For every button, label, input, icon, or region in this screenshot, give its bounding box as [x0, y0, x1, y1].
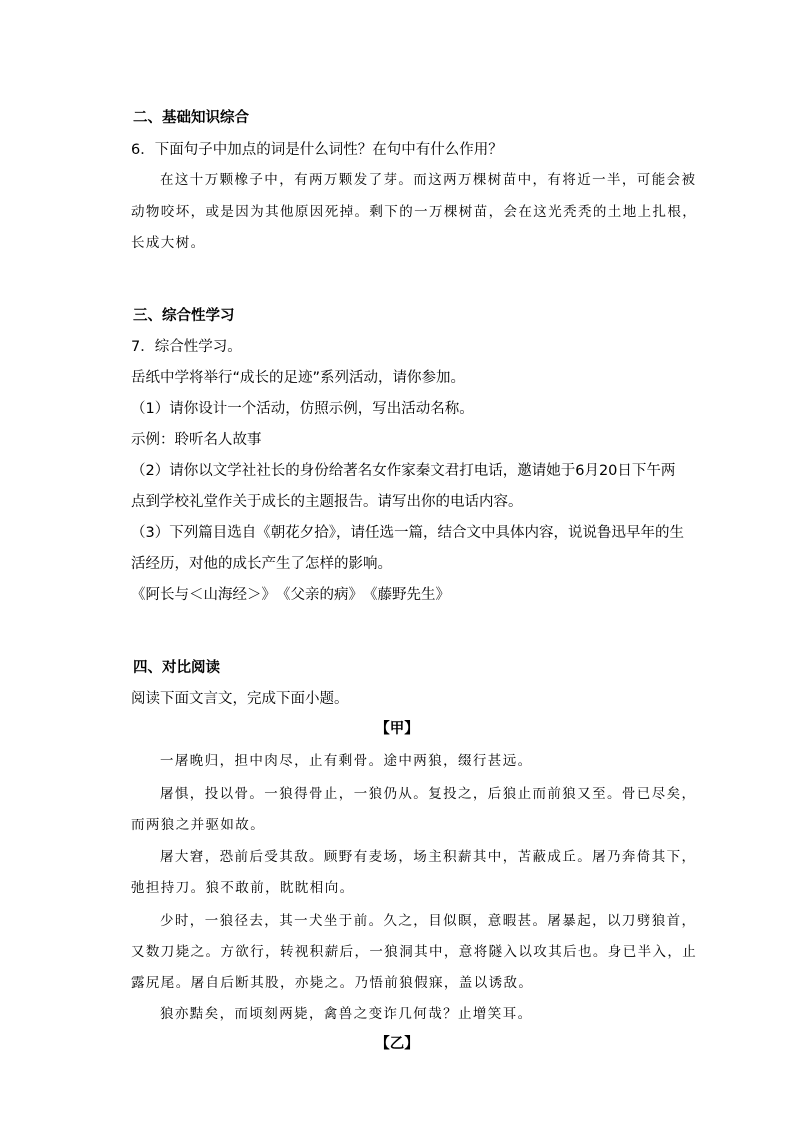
passage-jia-label: 【甲】: [375, 721, 419, 737]
question-7-sub-2-line-2: 点到学校礼堂作关于成长的主题报告。请写出你的电话内容。: [131, 494, 523, 510]
passage-jia-line-1: 一屠晚归，担中肉尽，止有剩骨。途中两狼，缀行甚远。: [160, 753, 533, 769]
section-2-title: 二、基础知识综合: [133, 110, 249, 126]
question-7-intro: 岳纸中学将举行“成长的足迹”系列活动，请你参加。: [131, 370, 466, 386]
question-6-prompt: 6．下面句子中加点的词是什么词性？在句中有什么作用？: [131, 142, 503, 158]
question-7-sub-3-line-1: （3）下列篇目选自《朝花夕拾》，请任选一篇，结合文中具体内容，说说鲁迅早年的生: [131, 525, 684, 541]
section-3-title: 三、综合性学习: [133, 308, 235, 324]
reading-instruction: 阅读下面文言文，完成下面小题。: [131, 691, 349, 707]
question-7-sub-2-line-1: （2）请你以文学社社长的身份给著名女作家秦文君打电话，邀请她于6月20日下午两: [131, 463, 676, 479]
question-6-passage-line-2: 动物咬坏，或是因为其他原因死掉。剩下的一万棵树苗，会在这光秃秃的土地上扎根，: [131, 204, 698, 220]
question-7-options: 《阿长与＜山海经＞》 《父亲的病》 《藤野先生》: [131, 587, 450, 603]
passage-jia-line-7: 又数刀毙之。方欲行，转视积薪后，一狼洞其中，意将隧入以攻其后也。身已半入，止: [131, 944, 698, 960]
question-6-passage-line-1: 在这十万颗橡子中，有两万颗发了芽。而这两万棵树苗中，有将近一半，可能会被: [160, 172, 697, 188]
passage-jia-line-9: 狼亦黠矣，而顷刻两毙，禽兽之变诈几何哉？止增笑耳。: [160, 1006, 533, 1022]
question-7-sub-1: （1）请你设计一个活动，仿照示例，写出活动名称。: [131, 401, 474, 417]
passage-jia-line-2: 屠惧，投以骨。一狼得骨止，一狼仍从。复投之，后狼止而前狼又至。骨已尽矣，: [160, 786, 697, 802]
passage-yi-label: 【乙】: [375, 1036, 419, 1052]
passage-jia-line-6: 少时，一狼径去，其一犬坐于前。久之，目似瞑，意暇甚。屠暴起，以刀劈狼首，: [160, 913, 697, 929]
passage-jia-line-5: 弛担持刀。狼不敢前，眈眈相向。: [131, 880, 355, 896]
question-7-sub-3-line-2: 活经历，对他的成长产生了怎样的影响。: [131, 556, 392, 572]
section-4-title: 四、对比阅读: [133, 660, 220, 676]
question-6-passage-line-3: 长成大树。: [131, 235, 206, 251]
passage-jia-line-4: 屠大窘，恐前后受其敌。顾野有麦场，场主积薪其中，苫蔽成丘。屠乃奔倚其下，: [160, 849, 697, 865]
passage-jia-line-8: 露尻尾。屠自后断其股，亦毙之。乃悟前狼假寐，盖以诱敌。: [131, 975, 534, 991]
question-7-example: 示例：聆听名人故事: [131, 432, 262, 448]
passage-jia-line-3: 而两狼之并驱如故。: [131, 817, 266, 833]
question-7-label: 7．综合性学习。: [131, 339, 242, 355]
